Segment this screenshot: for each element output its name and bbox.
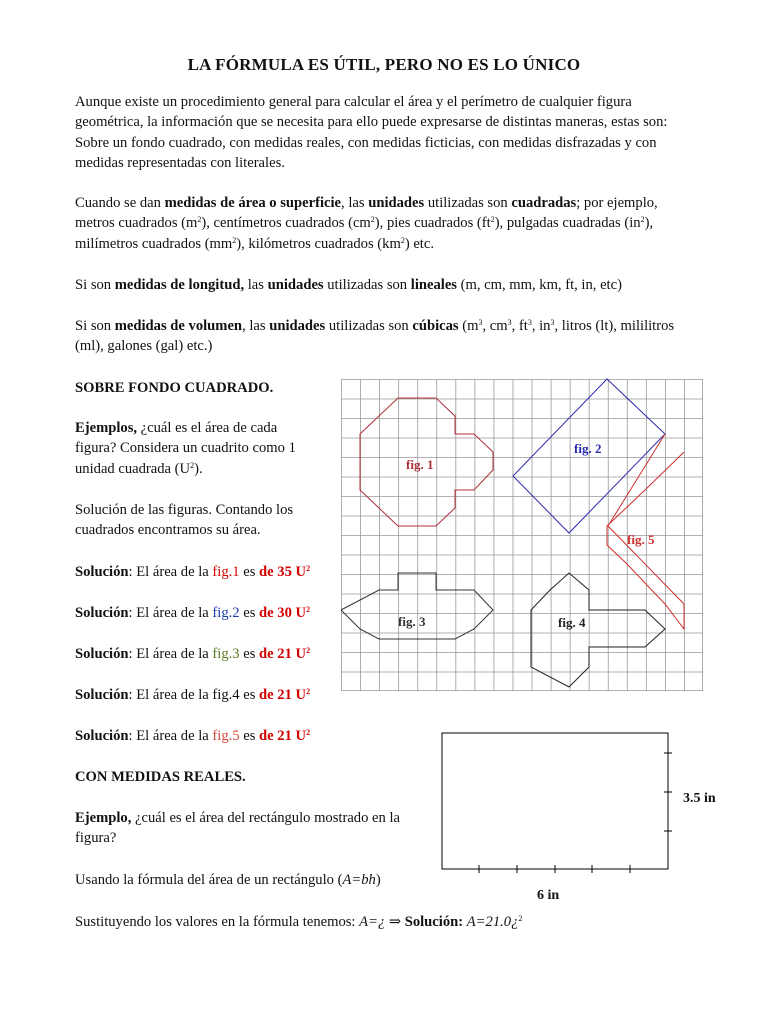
intro-paragraph: Aunque existe un procedimiento general para calcular el área y el perímetro de cualquier figura geométrica, la información que se necesita para ello puede expresarse de distintas maneras, estas son: Sobre un fondo cuadrado, con medidas reales, con medidas ficticias, con medidas disfrazadas y con medidas representadas con literales. (75, 94, 668, 172)
figure-3-label: fig. 3 (398, 614, 426, 629)
page-title: LA FÓRMULA ES ÚTIL, PERO NO ES LO ÚNICO (187, 55, 581, 74)
example-question: Ejemplos, ¿cuál es el área de cada figura? Considera un cuadrito como 1 unidad cuadrada $(U^2)$. (75, 420, 296, 477)
solution-fig2: Solución: El área de la fig.2 es de 30 $U^2$ (75, 605, 311, 621)
rectangle-shape (442, 733, 668, 869)
length-units-paragraph: Si son medidas de longitud, las unidades utilizadas son lineales (m, cm, mm, km, ft, in, etc) (75, 277, 622, 293)
section-heading-square-background: SOBRE FONDO CUADRADO. (75, 380, 274, 396)
figure-1-label: fig. 1 (406, 457, 434, 472)
rectangle-diagram (430, 724, 730, 909)
volume-units-paragraph: Si son medidas de volumen, las unidades utilizadas son cúbicas ($m^3$, $cm^3$, $ft^3$, $in^3$, litros (lt), mililitros (ml), galones (gal) etc.) (75, 318, 675, 355)
width-dimension-label: 6 in (537, 888, 560, 903)
area-units-paragraph: Cuando se dan medidas de área o superficie, las unidades utilizadas son cuadradas; por ejemplo, metros cuadrados $(m^2)$, centímetros cuadrados $(cm^2)$, pies cuadrados $(ft^2)$, pulgadas cuadradas $(in^2)$, milímetros cuadrados $(mm^2)$, kilómetros cuadrados $(km^2)$ etc. (75, 195, 658, 252)
figure-3-shape (341, 573, 493, 639)
substitution-line: Sustituyendo los valores en la fórmula tenemos: A=¿ ⇒ Solución: A=21.0¿$^2$ (75, 914, 523, 930)
figure-2-label: fig. 2 (574, 441, 602, 456)
solution-fig4: Solución: El área de la fig.4 es de 21 $U^2$ (75, 687, 311, 703)
solution-fig3: Solución: El área de la fig.3 es de 21 $U^2$ (75, 646, 311, 662)
rectangle-formula-line: Usando la fórmula del área de un rectángulo (A=bh) (75, 872, 381, 888)
rectangle-example-question: Ejemplo, ¿cuál es el área del rectángulo mostrado en la figura? (75, 810, 400, 847)
section-heading-real-measures: CON MEDIDAS REALES. (75, 769, 246, 785)
square-grid-figure (341, 377, 703, 691)
solution-intro: Solución de las figuras. Contando los cuadrados encontramos su área. (75, 502, 294, 539)
height-dimension-label: 3.5 in (683, 791, 716, 806)
rectangle-ticks (479, 753, 672, 873)
solution-value: A=21.0¿ (466, 914, 519, 930)
solution-fig1: Solución: El área de la fig.1 es de 35 $U^2$ (75, 564, 311, 580)
figure-5-label: fig. 5 (627, 532, 655, 547)
solution-fig5: Solución: El área de la fig.5 es de 21 $U^2$ (75, 728, 311, 744)
figure-4-label: fig. 4 (558, 615, 586, 630)
